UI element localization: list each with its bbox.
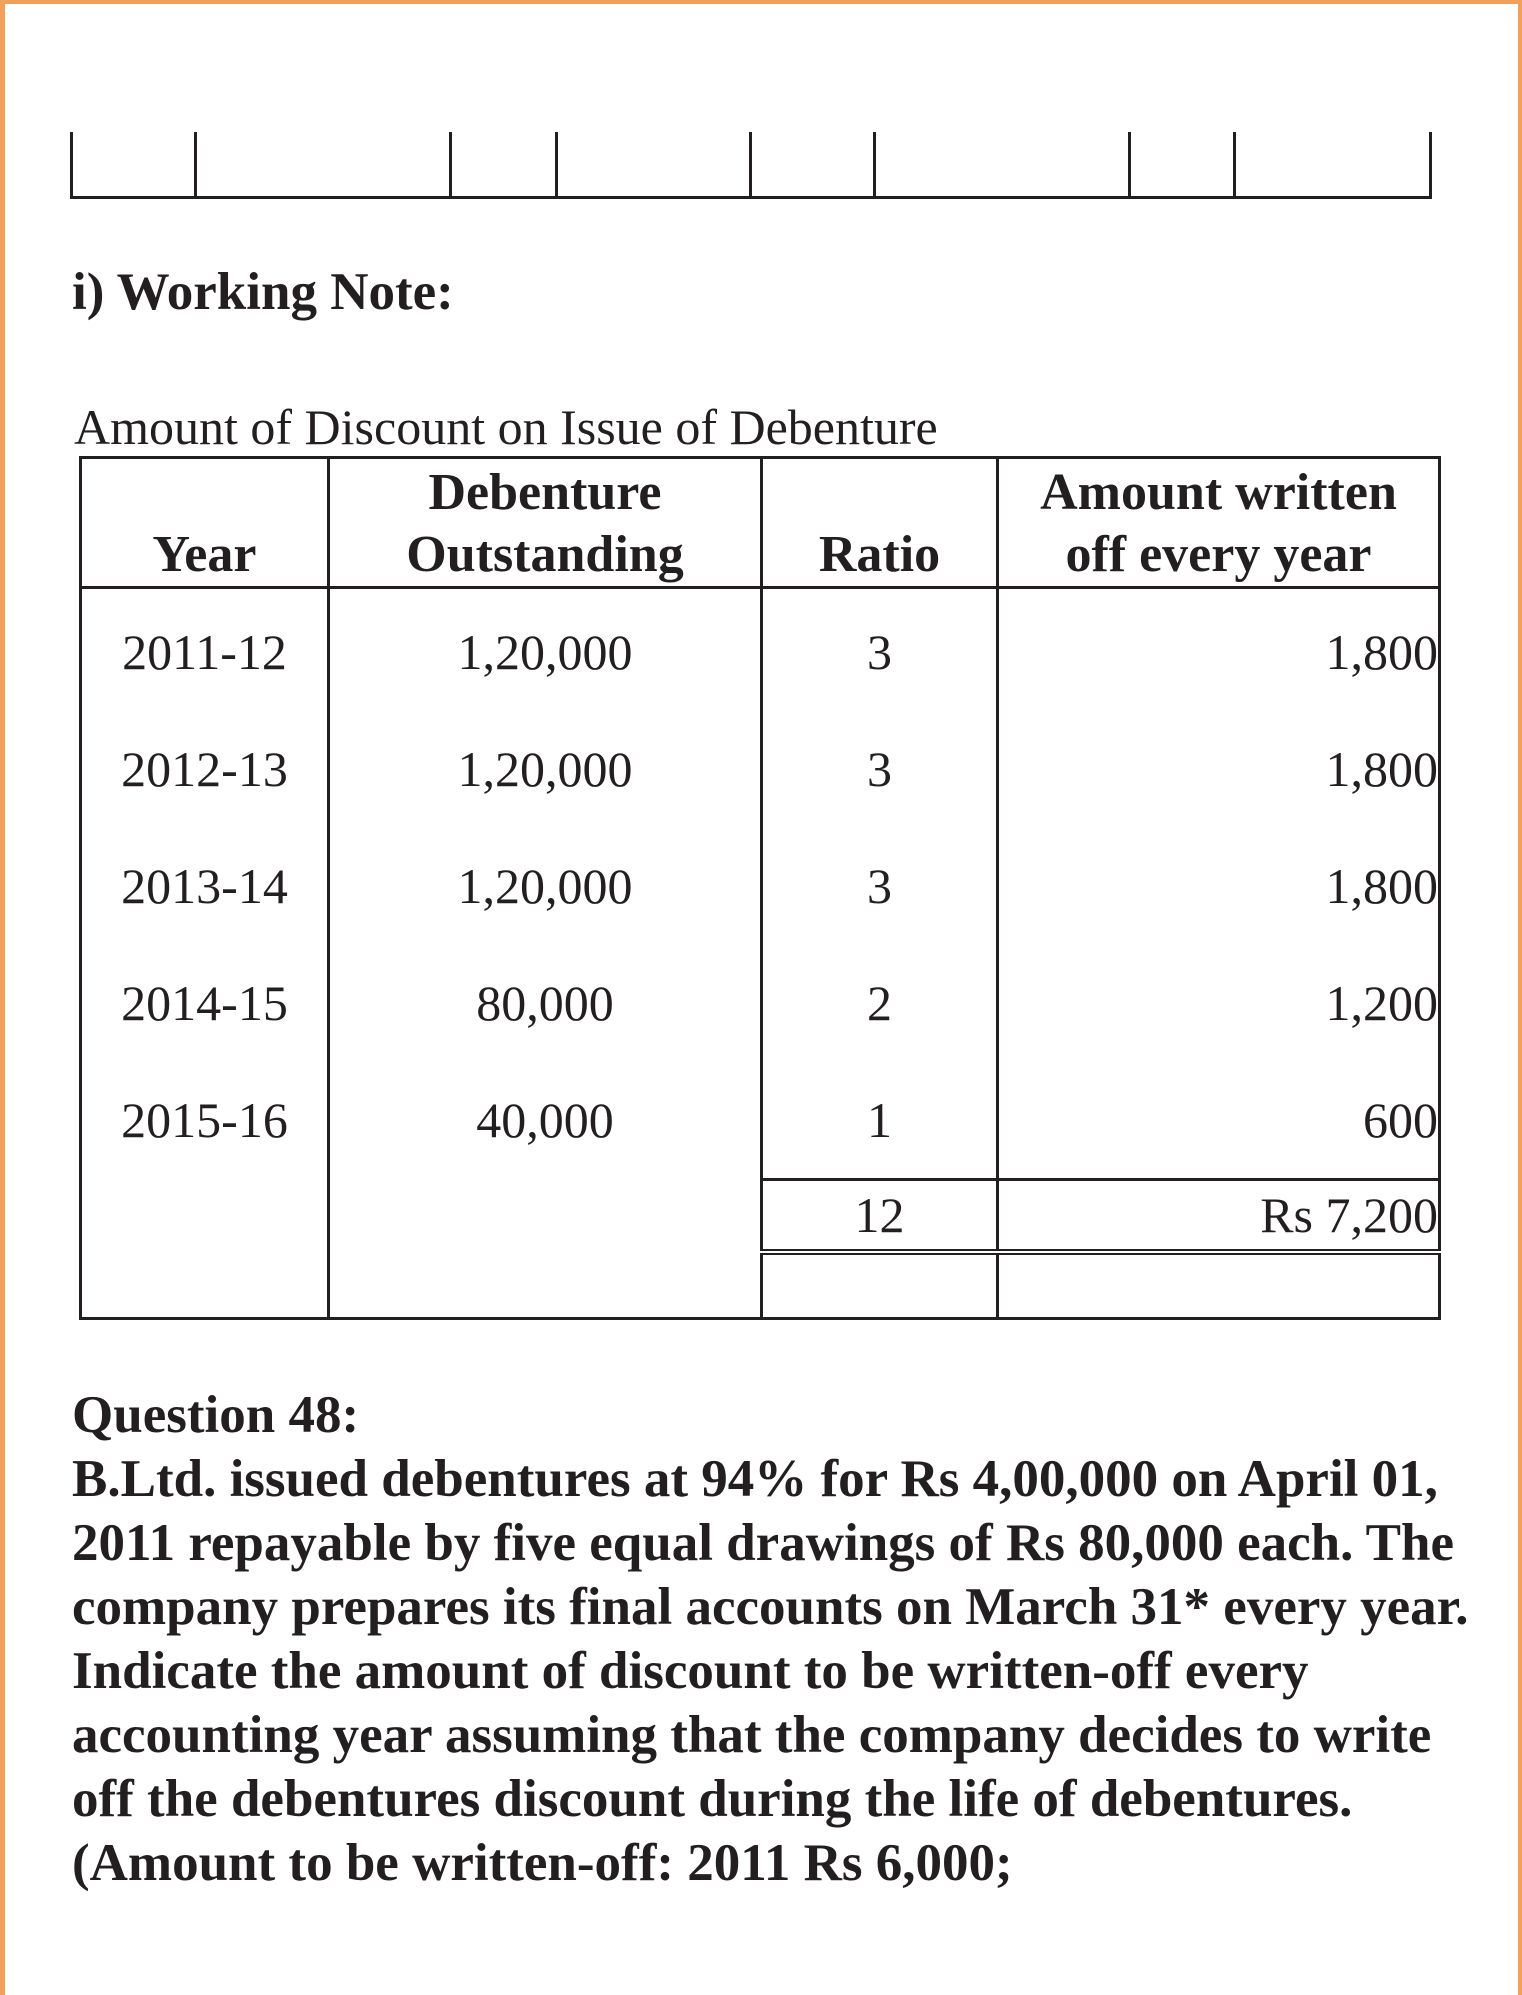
cell-ratio: 2 (762, 944, 998, 1061)
cell-outstanding: 1,20,000 (329, 827, 762, 944)
total-row (81, 1180, 1440, 1253)
cell-year: 2014-15 (81, 944, 329, 1061)
cell-year: 2015-16 (81, 1061, 329, 1180)
table-row (81, 710, 1440, 827)
cell-year: 2012-13 (81, 710, 329, 827)
cell-ratio: 3 (762, 710, 998, 827)
cell-amount: 1,800 (998, 827, 1440, 944)
question-title: Question 48: (72, 1386, 360, 1444)
question-paragraph-2: Indicate the amount of discount to be written-off every accounting year assuming that the company decides to write off the debentures discount during the life of debentures. (Amount to be written-off: 2011 Rs 6,000; (72, 1642, 1432, 1892)
table-header-row (81, 458, 1440, 588)
cell-ratio: 1 (762, 1061, 998, 1180)
cell-amount: 600 (998, 1061, 1440, 1180)
cell-outstanding: 80,000 (329, 944, 762, 1061)
cell-year: 2011-12 (81, 588, 329, 711)
cell-outstanding: 40,000 (329, 1061, 762, 1180)
discount-table (79, 456, 1441, 1320)
total-ratio: 12 (762, 1180, 998, 1253)
table-row (81, 588, 1440, 711)
table-row (81, 944, 1440, 1061)
cell-year: 2013-14 (81, 827, 329, 944)
question-paragraph-1: B.Ltd. issued debentures at 94% for Rs 4,00,000 on April 01, 2011 repayable by five equal drawings of Rs 80,000 each. The company prepares its final accounts on March 31* every year. (72, 1450, 1469, 1636)
cell-amount: 1,800 (998, 588, 1440, 711)
cell-outstanding: 1,20,000 (329, 710, 762, 827)
header-year: Year (81, 458, 329, 588)
cell-ratio: 3 (762, 827, 998, 944)
blank-row (81, 1252, 1440, 1319)
header-debenture-outstanding: Debenture Outstanding (329, 458, 762, 588)
header-ratio: Ratio (762, 458, 998, 588)
total-amount: Rs 7,200 (998, 1180, 1440, 1253)
cell-ratio: 3 (762, 588, 998, 711)
question-block (72, 1383, 1472, 1895)
table-row (81, 827, 1440, 944)
cell-outstanding: 1,20,000 (329, 588, 762, 711)
cell-amount: 1,200 (998, 944, 1440, 1061)
table-row (81, 1061, 1440, 1180)
table-caption: Amount of Discount on Issue of Debenture (74, 399, 938, 455)
header-amount-written-off: Amount written off every year (998, 458, 1440, 588)
cell-amount: 1,800 (998, 710, 1440, 827)
working-note-heading: i) Working Note: (72, 263, 454, 321)
